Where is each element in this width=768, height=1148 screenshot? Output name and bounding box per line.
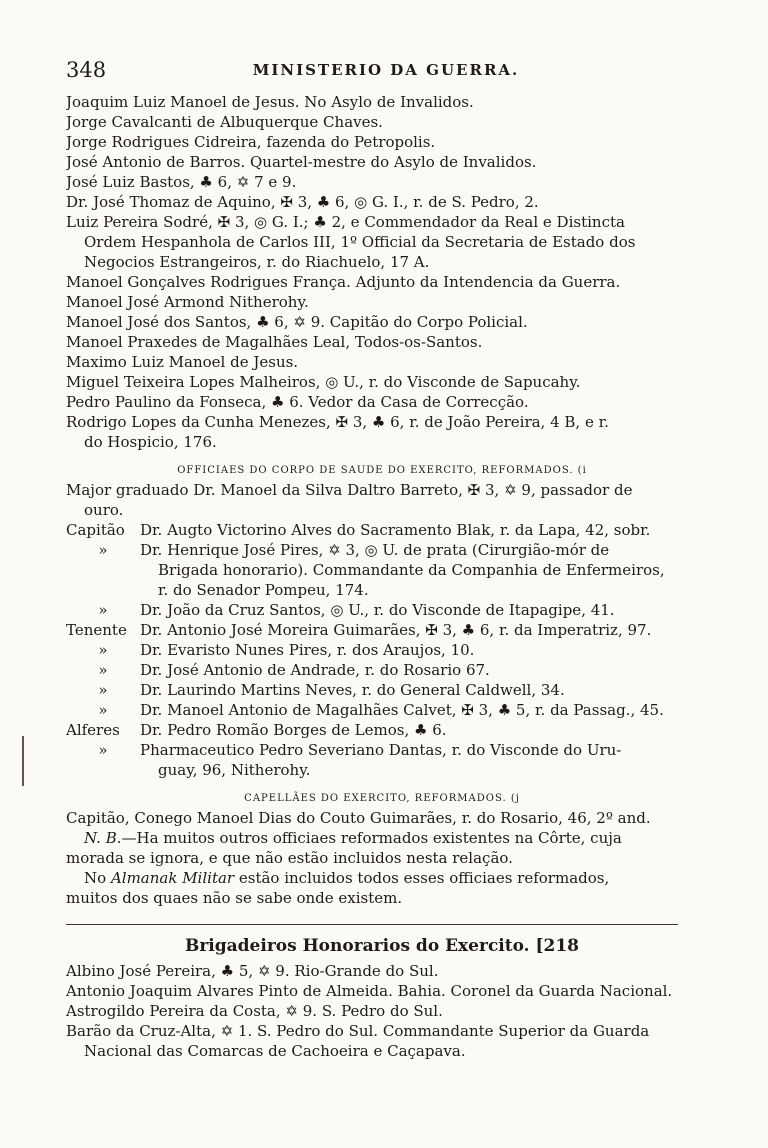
entry-line: Barão da Cruz-Alta, ✡ 1. S. Pedro do Sul. Commandante Superior da Guarda [66, 1022, 650, 1040]
entry-line: Astrogildo Pereira da Costa, ✡ 9. S. Pedro do Sul. [66, 1002, 443, 1020]
rank-label: Tenente [66, 621, 127, 639]
running-title: MINISTERIO DA GUERRA. [252, 61, 520, 79]
entry-line: Rodrigo Lopes da Cunha Menezes, ✠ 3, ♣ 6, r. de João Pereira, 4 B, e r. [66, 413, 609, 431]
entry-line: Jorge Rodrigues Cidreira, fazenda do Petropolis. [66, 133, 436, 151]
entry-line: Manoel Praxedes de Magalhães Leal, Todos-os-Santos. [66, 333, 483, 351]
section-heading: OFFICIAES DO CORPO DE SAUDE DO EXERCITO, REFORMADOS. (i [177, 465, 587, 476]
rank-entry [66, 720, 698, 740]
entry-line: Capitão, Conego Manoel Dias do Couto Guimarães, r. do Rosario, 46, 2º and. [66, 809, 651, 827]
entry-line: Dr. José Thomaz de Aquino, ✠ 3, ♣ 6, ◎ G. I., r. de S. Pedro, 2. [66, 193, 539, 211]
entry-line: Ordem Hespanhola de Carlos III, 1º Official da Secretaria de Estado dos [84, 233, 636, 251]
entry-line: Nacional das Comarcas de Cachoeira e Caçapava. [84, 1042, 466, 1060]
entry-line: Pedro Paulino da Fonseca, ♣ 6. Vedor da Casa de Correcção. [66, 393, 529, 411]
rank-entry [66, 620, 698, 640]
rank-entry [66, 700, 698, 720]
ditto-mark: » [98, 541, 108, 559]
section-heading-brigadeiros: Brigadeiros Honorarios do Exercito. [218 [184, 936, 580, 956]
entry-line: Miguel Teixeira Lopes Malheiros, ◎ U., r. do Visconde de Sapucahy. [66, 373, 581, 391]
ditto-mark: » [98, 661, 108, 679]
almanak-title: Almanak Militar [110, 869, 235, 887]
note-line: morada se ignora, e que não estão incluidos nesta relação. [66, 849, 513, 867]
entry-line: Joaquim Luiz Manoel de Jesus. No Asylo de Invalidos. [66, 93, 474, 111]
section-divider [66, 924, 678, 925]
entry-line: Dr. Antonio José Moreira Guimarães, ✠ 3, ♣ 6, r. da Imperatriz, 97. [140, 621, 652, 639]
entry-line: Manoel Gonçalves Rodrigues França. Adjunto da Intendencia da Guerra. [66, 273, 621, 291]
ditto-mark: » [98, 601, 108, 619]
page-header [66, 58, 706, 88]
rank-entry [66, 740, 698, 780]
section-heading: CAPELLÃES DO EXERCITO, REFORMADOS. (j [244, 793, 520, 804]
entry-line: Brigada honorario). Commandante da Companhia de Enfermeiros, [158, 561, 665, 579]
entry-line: Dr. Henrique José Pires, ✡ 3, ◎ U. de prata (Cirurgião-mór de [140, 541, 610, 559]
page-content [66, 92, 698, 1061]
entry-line: Maximo Luiz Manoel de Jesus. [66, 353, 299, 371]
entry-line: Albino José Pereira, ♣ 5, ✡ 9. Rio-Grande do Sul. [66, 962, 439, 980]
note-line: N. B.—Ha muitos outros officiaes reformados existentes na Côrte, cuja [84, 829, 622, 847]
rank-label: Capitão [66, 521, 125, 539]
margin-mark [22, 736, 24, 786]
entry-line: r. do Senador Pompeu, 174. [158, 581, 369, 599]
entry-line: Dr. José Antonio de Andrade, r. do Rosario 67. [140, 661, 490, 679]
note-label: N. B. [84, 829, 122, 847]
page-number: 348 [66, 58, 107, 82]
rank-entry [66, 520, 698, 540]
entry-line: do Hospicio, 176. [84, 433, 217, 451]
note-line: No Almanak Militar estão incluidos todos esses officiaes reformados, [84, 869, 610, 887]
entry-line: Major graduado Dr. Manoel da Silva Daltro Barreto, ✠ 3, ✡ 9, passador de [66, 481, 633, 499]
ditto-mark: » [98, 681, 108, 699]
entry-line: José Antonio de Barros. Quartel-mestre do Asylo de Invalidos. [66, 153, 537, 171]
rank-entry [66, 600, 698, 620]
entry-line: Manoel José Armond Nitherohy. [66, 293, 309, 311]
ditto-mark: » [98, 701, 108, 719]
rank-entry [66, 640, 698, 660]
entry-line: Dr. Evaristo Nunes Pires, r. dos Araujos, 10. [140, 641, 475, 659]
entries-list [66, 92, 698, 452]
entry-line: Pharmaceutico Pedro Severiano Dantas, r. do Visconde do Uru- [140, 741, 622, 759]
entry-line: José Luiz Bastos, ♣ 6, ✡ 7 e 9. [66, 173, 297, 191]
entry-line: Dr. Pedro Romão Borges de Lemos, ♣ 6. [140, 721, 447, 739]
rank-entry [66, 540, 698, 600]
entry-line: Manoel José dos Santos, ♣ 6, ✡ 9. Capitão do Corpo Policial. [66, 313, 528, 331]
rank-entry [66, 660, 698, 680]
rank-label: Alferes [66, 721, 120, 739]
entry-line: Jorge Cavalcanti de Albuquerque Chaves. [66, 113, 383, 131]
ditto-mark: » [98, 741, 108, 759]
entry-line: Dr. Laurindo Martins Neves, r. do General Caldwell, 34. [140, 681, 565, 699]
entry-line: guay, 96, Nitherohy. [158, 761, 311, 779]
rank-entry [66, 680, 698, 700]
entry-line: Dr. Manoel Antonio de Magalhães Calvet, ✠ 3, ♣ 5, r. da Passag., 45. [140, 701, 664, 719]
entry-line: Dr. Augto Victorino Alves do Sacramento Blak, r. da Lapa, 42, sobr. [140, 521, 651, 539]
entry-line: Dr. João da Cruz Santos, ◎ U., r. do Visconde de Itapagipe, 41. [140, 601, 615, 619]
entry-line: Negocios Estrangeiros, r. do Riachuelo, 17 A. [84, 253, 430, 271]
entry-line: Luiz Pereira Sodré, ✠ 3, ◎ G. I.; ♣ 2, e Commendador da Real e Distincta [66, 213, 625, 231]
entry-line: ouro. [84, 501, 124, 519]
entry-line: Antonio Joaquim Alvares Pinto de Almeida. Bahia. Coronel da Guarda Nacional. [66, 982, 673, 1000]
ditto-mark: » [98, 641, 108, 659]
note-line: muitos dos quaes não se sabe onde existem. [66, 889, 403, 907]
